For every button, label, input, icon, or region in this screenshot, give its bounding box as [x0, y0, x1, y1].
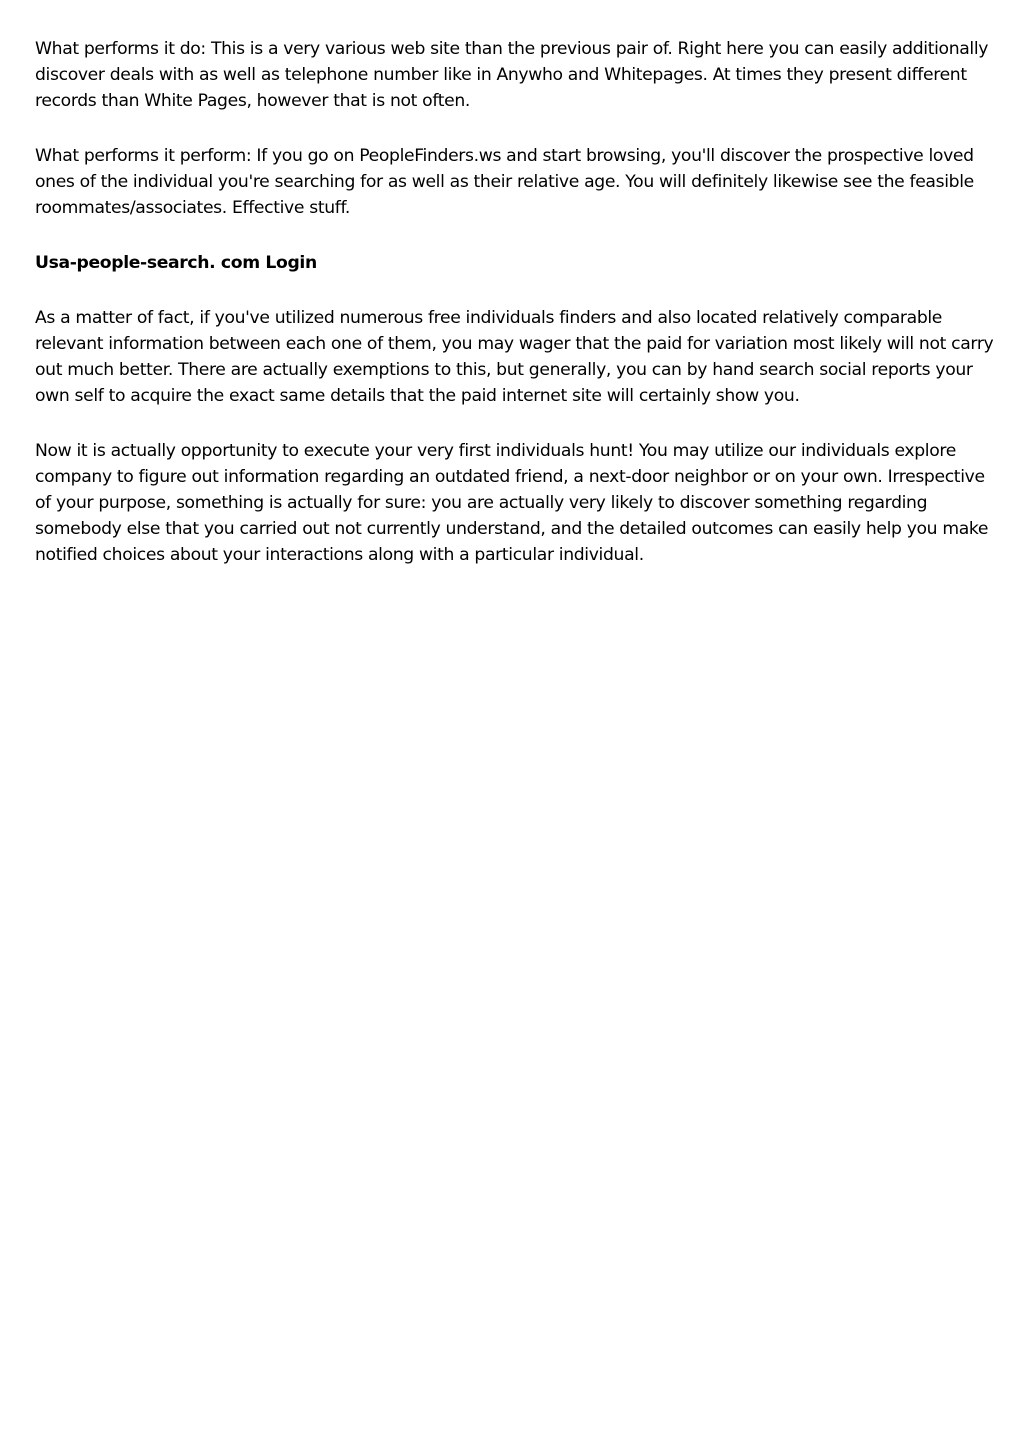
document-body: [35, 36, 995, 597]
paragraph-free-vs-paid: As a matter of fact, if you've utilized numerous free individuals finders and also located relatively comparable relevant information between each one of them, you may wager that the paid for variation most likely will not carry out much better. There are actually exemptions to this, but generally, you can by hand search social reports your own self to acquire the exact same details that the paid internet site will certainly show you.: [35, 308, 994, 406]
paragraph-whitepages-comparison: What performs it do: This is a very various web site than the previous pair of. Right here you can easily additionally discover deals with as well as telephone number like in Anywho and Whitepages. At times they present different records than White Pages, however that is not often.: [35, 39, 989, 111]
paragraph-first-search: Now it is actually opportunity to execute your very first individuals hunt! You may utilize our individuals explore company to figure out information regarding an outdated friend, a next-door neighbor or on your own. Irrespective of your purpose, something is actually for sure: you are actually very likely to discover something regarding somebody else that you carried out not currently understand, and the detailed outcomes can easily help you make notified choices about your interactions along with a particular individual.: [35, 441, 989, 565]
paragraph-peoplefinders: What performs it perform: If you go on PeopleFinders.ws and start browsing, you'll discover the prospective loved ones of the individual you're searching for as well as their relative age. You will definitely likewise see the feasible roommates/associates. Effective stuff.: [35, 146, 974, 218]
section-heading: Usa-people-search. com Login: [35, 253, 317, 273]
